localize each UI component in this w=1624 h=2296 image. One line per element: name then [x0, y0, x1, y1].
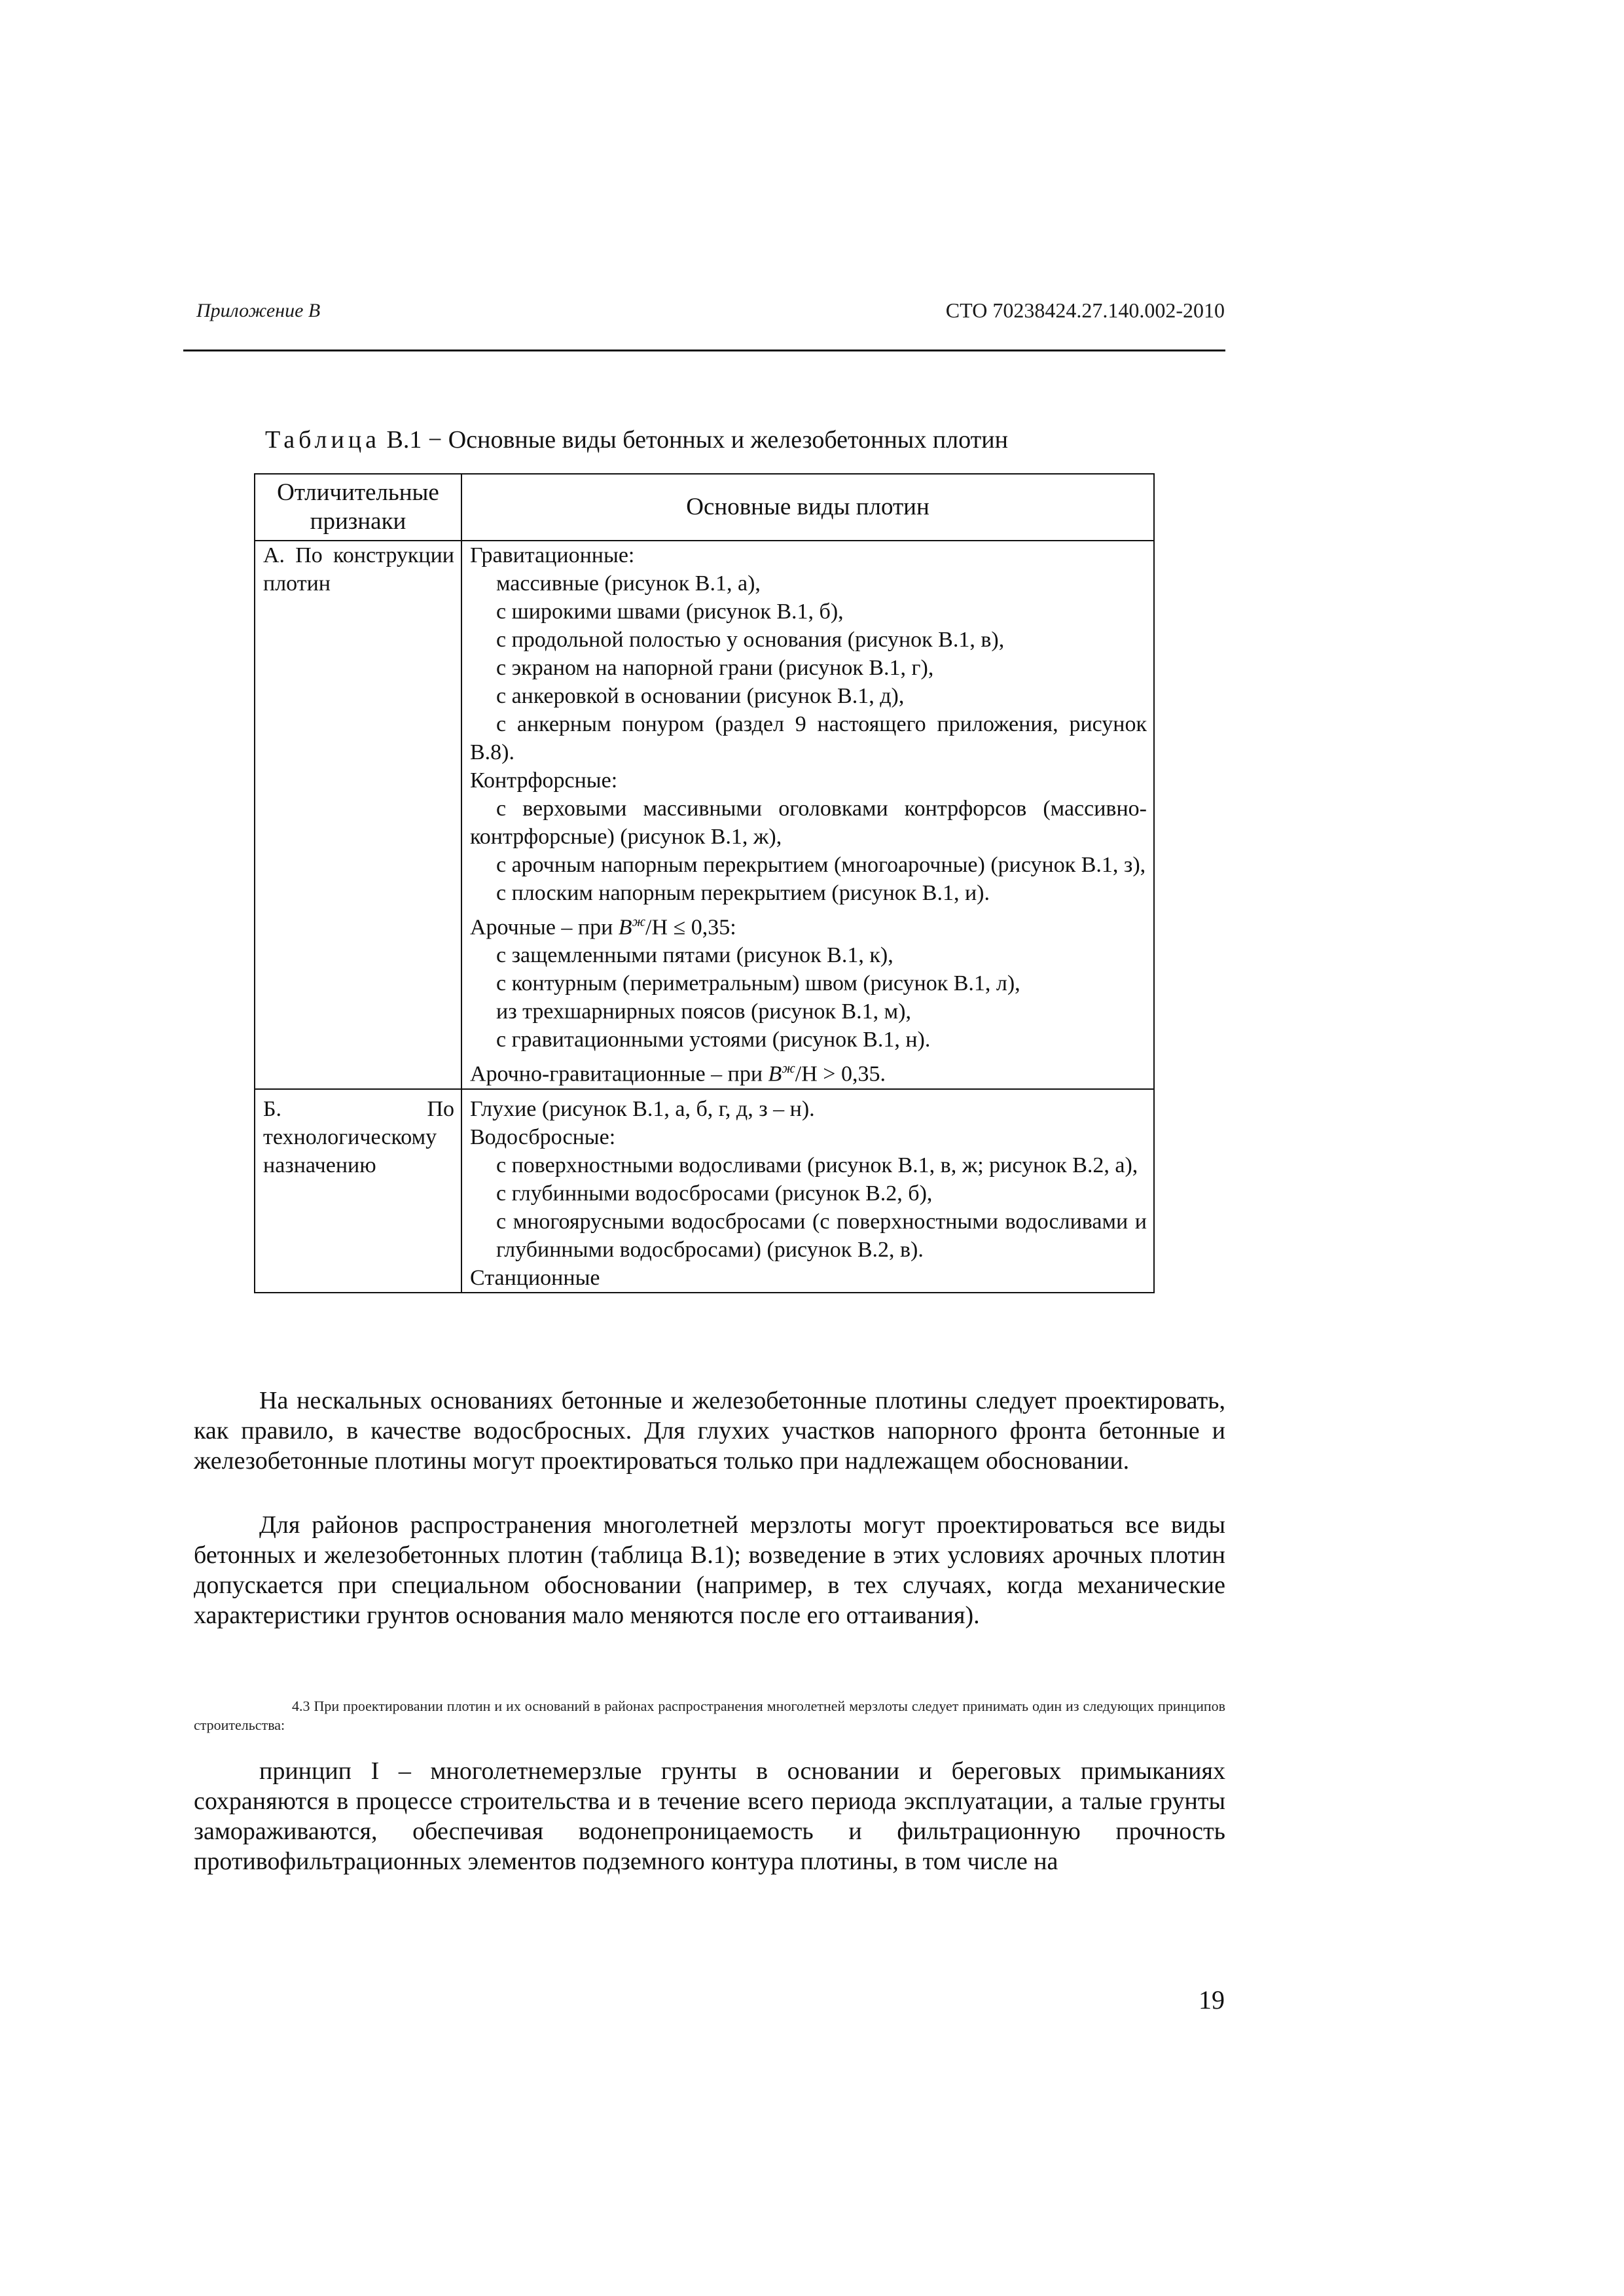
paragraph-3 — [194, 1756, 1225, 1876]
arch-item: с контурным (периметральным) швом (рисунок В.1, л), — [496, 971, 1020, 996]
arch-item: с защемленными пятами (рисунок В.1, к), — [496, 943, 893, 968]
row-b-content — [461, 1089, 1154, 1293]
buttress-item: с арочным напорным перекрытием (многоарочные) (рисунок В.1, з), — [496, 853, 1146, 877]
arch-title-prefix: Арочные – при — [470, 915, 619, 940]
arch-gravity-prefix: Арочно-гравитационные – при — [470, 1062, 768, 1086]
note-text: 4.3 При проектировании плотин и их оснований в районах распространения многолетней мерзлоты следует принимать один из следующих принципов строительства: — [194, 1698, 1225, 1733]
paragraph-1 — [194, 1386, 1225, 1476]
arch-title-suffix: /H ≤ 0,35: — [645, 915, 736, 940]
spillway-title: Водосбросные: — [470, 1124, 616, 1149]
arch-formula-b: B — [618, 915, 632, 940]
table-header-row — [255, 474, 1154, 541]
header-appendix-label: Приложение В — [196, 300, 321, 321]
clause-4-3-note — [194, 1696, 1225, 1734]
page-number: 19 — [1199, 1985, 1225, 2015]
paragraph-2-text: Для районов распространения многолетней мерзлоты могут проектироваться все виды бетонных и железобетонных плотин (таблица В.1); возведение в этих условиях арочных плотин допускается при специальном обосновании (например, в тех случаях, когда механические характеристики грунтов основания мало меняются после его оттаивания). — [194, 1511, 1225, 1629]
table-header-features: Отличительные признаки — [255, 474, 461, 541]
note-indent — [194, 1698, 292, 1714]
station-dams: Станционные — [470, 1265, 600, 1290]
header-standard-code: СТО 70238424.27.140.002-2010 — [945, 298, 1225, 322]
buttress-item: с плоским напорным перекрытием (рисунок В.1, и). — [496, 881, 990, 905]
row-a-label: А. По конструкции плотин — [255, 541, 461, 1089]
paragraph-3-text: принцип I – многолетнемерзлые грунты в основании и береговых примыканиях сохраняются в процессе строительства и в течение всего периода эксплуатации, а талые грунты замораживаются, обеспечивая водонепроницаемость и фильтрационную прочность противофильтрационных элементов подземного контура плотины, в том числе на — [194, 1757, 1225, 1875]
table-row-purpose — [255, 1089, 1154, 1293]
header-divider — [183, 350, 1225, 351]
gravity-title: Гравитационные: — [470, 543, 635, 567]
arch-gravity-title — [470, 1054, 1147, 1088]
arch-gravity-suffix: /H > 0,35. — [795, 1062, 886, 1086]
table-row-construction — [255, 541, 1154, 1089]
table-caption-prefix: Таблица — [265, 426, 381, 454]
arch-gravity-formula-sup: ж — [782, 1060, 795, 1077]
buttress-title: Контрфорсные: — [470, 768, 618, 793]
gravity-item: с широкими швами (рисунок В.1, б), — [496, 600, 844, 624]
buttress-item: с верховыми массивными оголовками контрфорсов (массивно-контрфорсные) (рисунок В.1, ж), — [470, 797, 1147, 849]
gravity-item: с экраном на напорной грани (рисунок В.1, г), — [496, 656, 934, 680]
arch-gravity-formula-b: B — [768, 1062, 782, 1086]
table-caption-text: В.1 − Основные виды бетонных и железобетонных плотин — [380, 426, 1008, 454]
spillway-item: с многоярусными водосбросами (с поверхностными водосливами и глубинными водосбросами) (рисунок В.2, в). — [496, 1209, 1147, 1262]
table-caption — [265, 425, 1008, 454]
spillway-item: с глубинными водосбросами (рисунок В.2, б), — [496, 1181, 933, 1206]
gravity-item: массивные (рисунок В.1, а), — [496, 571, 761, 596]
paragraph-2 — [194, 1510, 1225, 1630]
dam-types-table — [254, 473, 1155, 1293]
blind-dams: Глухие (рисунок В.1, а, б, г, д, з – н). — [470, 1096, 815, 1121]
paragraph-1-text: На нескальных основаниях бетонные и железобетонные плотины следует проектировать, как правило, в качестве водосбросных. Для глухих участков напорного фронта бетонные и железобетонные плотины могут проектироваться только при надлежащем обосновании. — [194, 1387, 1225, 1475]
gravity-item: с анкеровкой в основании (рисунок В.1, д), — [496, 684, 905, 708]
arch-formula-sup: ж — [632, 913, 646, 929]
arch-item: из трехшарнирных поясов (рисунок В.1, м), — [496, 999, 911, 1024]
arch-item: с гравитационными устоями (рисунок В.1, н). — [496, 1028, 931, 1052]
row-b-label: Б. По технологическому назначению — [255, 1089, 461, 1293]
gravity-item: с анкерным понуром (раздел 9 настоящего приложения, рисунок В.8). — [470, 712, 1147, 764]
arch-title — [470, 907, 1147, 941]
table-header-dam-types: Основные виды плотин — [461, 474, 1154, 541]
row-a-content — [461, 541, 1154, 1089]
gravity-item: с продольной полостью у основания (рисунок В.1, в), — [496, 628, 1005, 652]
spillway-item: с поверхностными водосливами (рисунок В.1, в, ж; рисунок В.2, а), — [496, 1153, 1138, 1177]
